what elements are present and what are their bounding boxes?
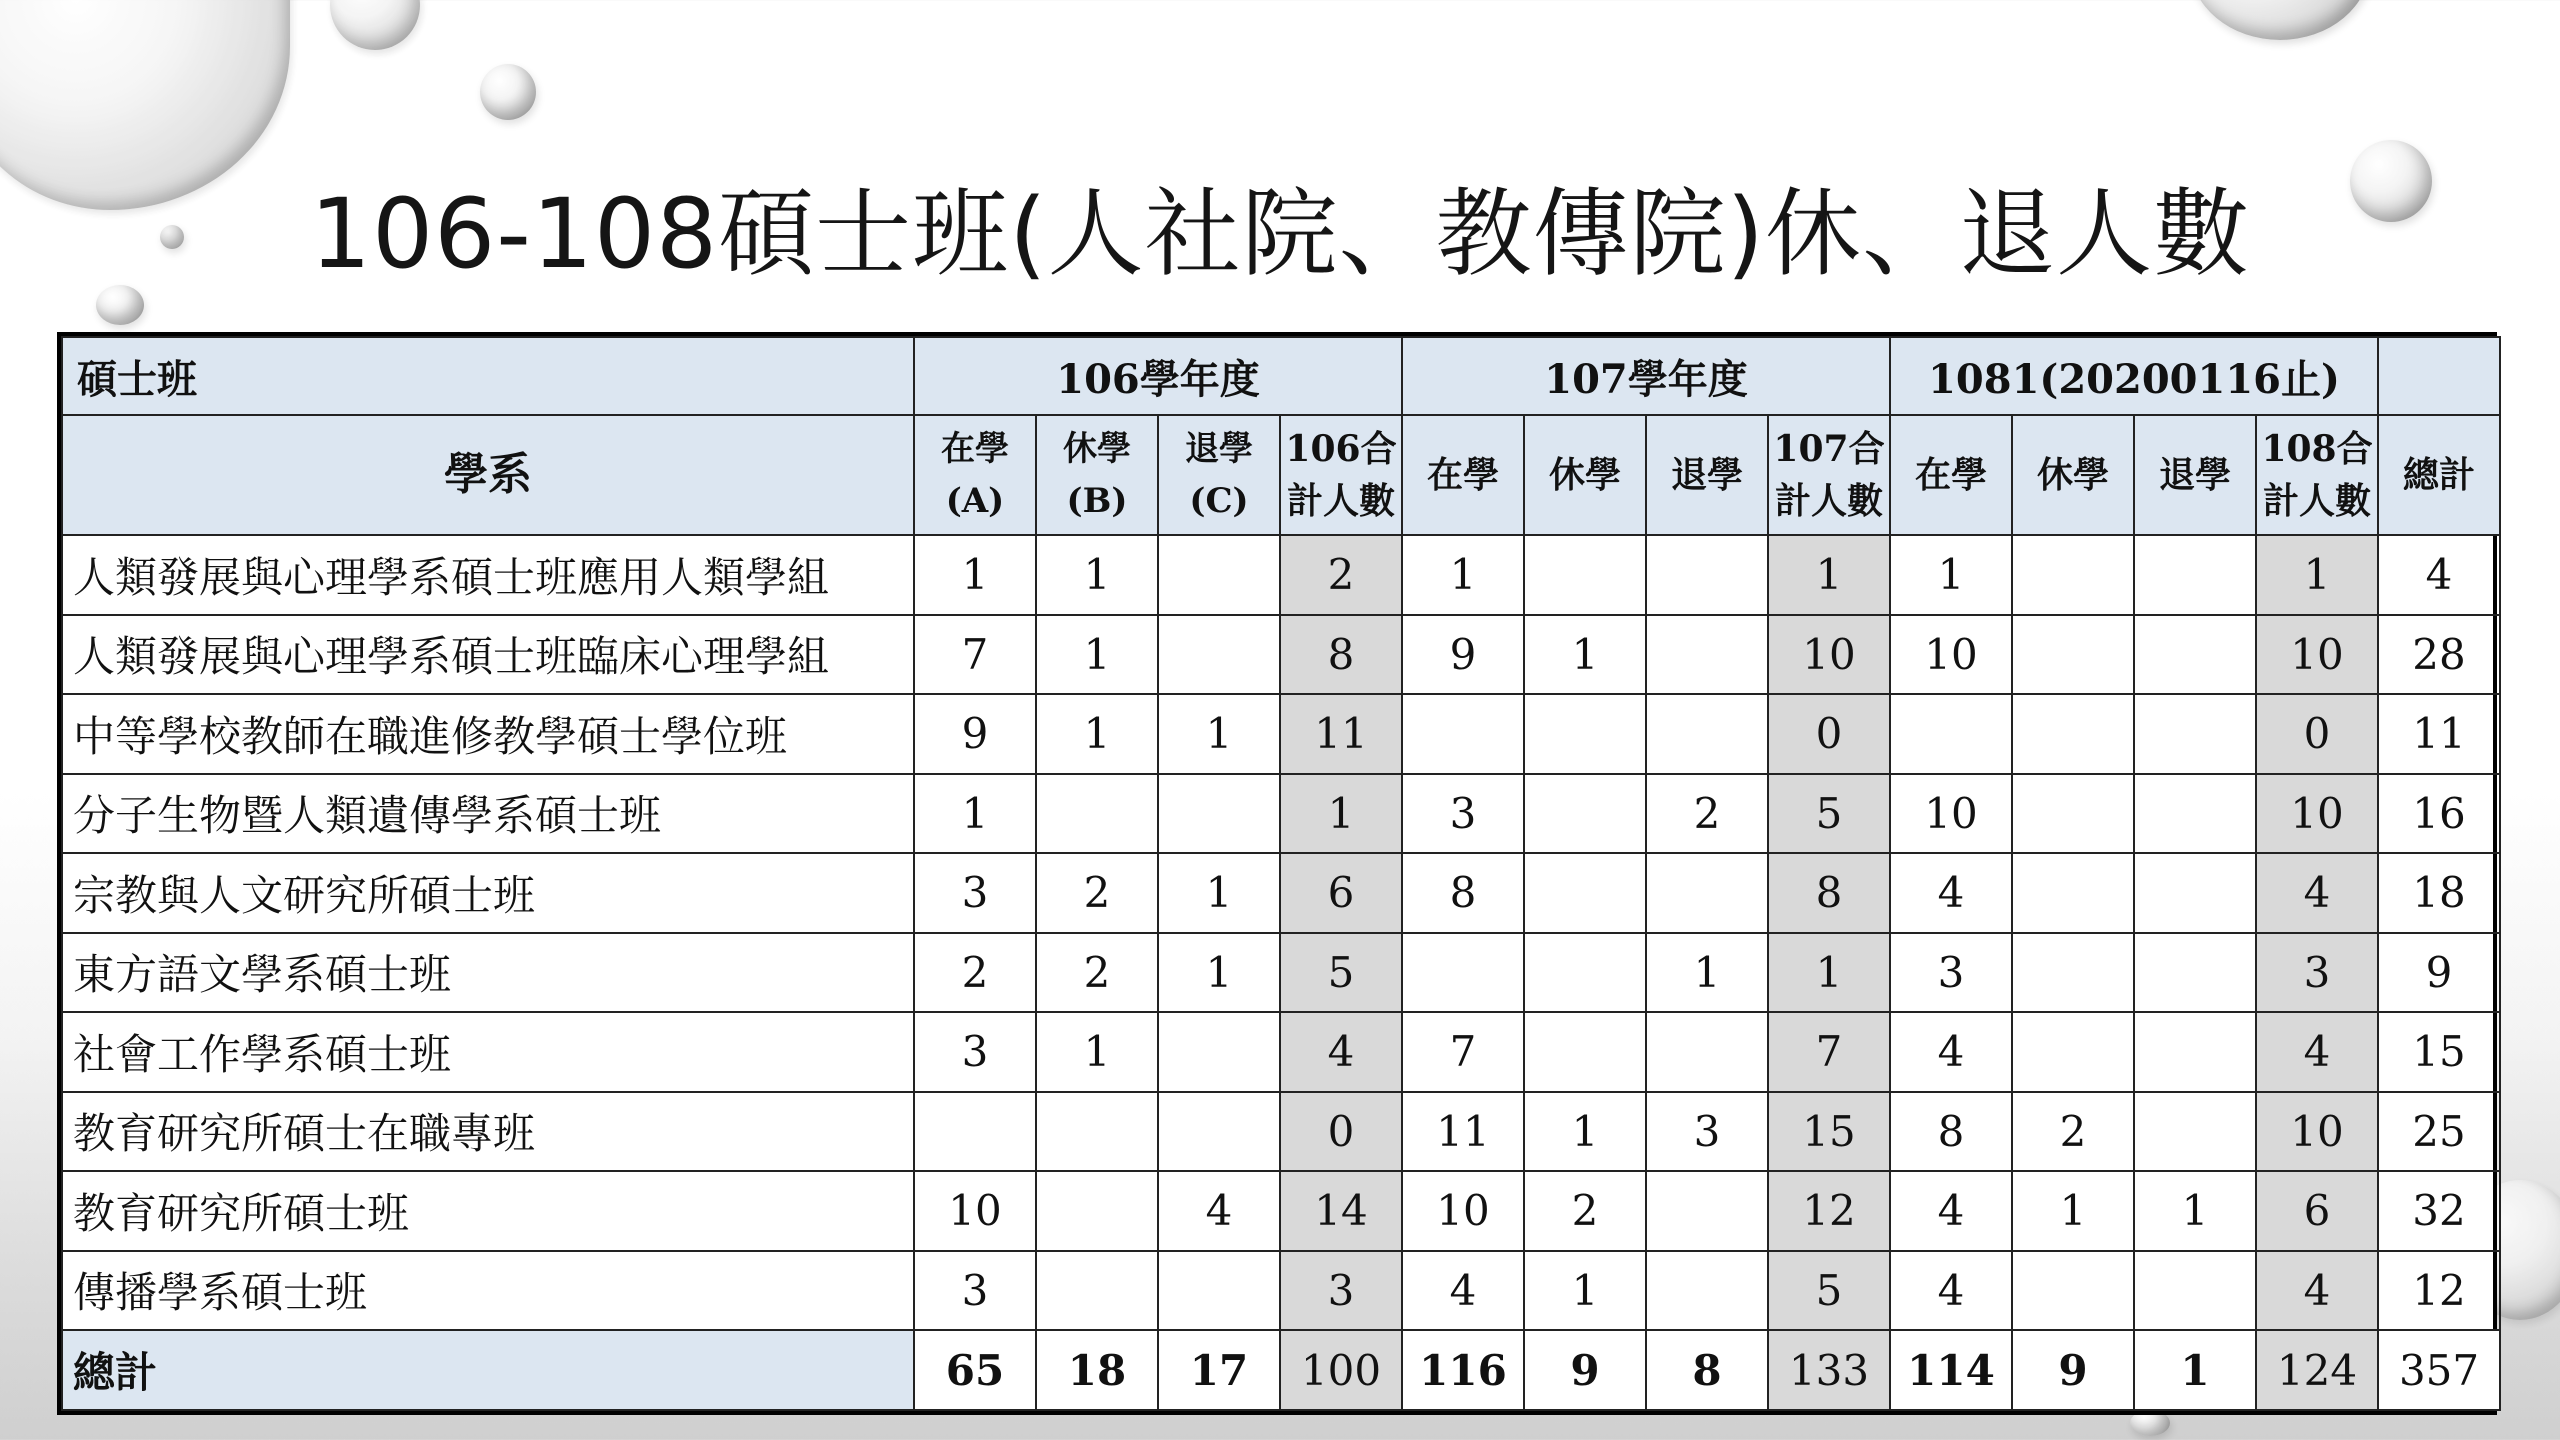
- dept-name: 人類發展與心理學系碩士班臨床心理學組: [62, 615, 914, 695]
- count-cell: 9: [914, 694, 1036, 774]
- subtotal-cell: 0: [1280, 1092, 1402, 1172]
- table-row: [62, 535, 2500, 615]
- count-cell: 1: [2134, 1171, 2256, 1251]
- count-cell: [2012, 933, 2134, 1013]
- grand-total-cell: 25: [2378, 1092, 2500, 1172]
- count-cell: 1: [1036, 694, 1158, 774]
- count-cell: [2012, 1012, 2134, 1092]
- count-cell: 3: [914, 1012, 1036, 1092]
- count-cell: [1646, 853, 1768, 933]
- count-cell: 1: [1158, 853, 1280, 933]
- count-cell: [2134, 1092, 2256, 1172]
- dept-name: 宗教與人文研究所碩士班: [62, 853, 914, 933]
- count-cell: [1402, 694, 1524, 774]
- slide-title: 106-108碩士班(人社院、教傳院)休、退人數: [309, 178, 2250, 290]
- grand-total-cell: 357: [2378, 1330, 2500, 1410]
- subtotal-cell: 1: [2256, 535, 2378, 615]
- dept-name: 社會工作學系碩士班: [62, 1012, 914, 1092]
- dept-name: 教育研究所碩士班: [62, 1171, 914, 1251]
- subtotal-cell: 4: [2256, 853, 2378, 933]
- count-cell: 4: [1890, 853, 2012, 933]
- count-cell: [1158, 1251, 1280, 1331]
- count-cell: 65: [914, 1330, 1036, 1410]
- col-header: 休學: [1524, 415, 1646, 535]
- grand-total-cell: 12: [2378, 1251, 2500, 1331]
- total-label: 總計: [62, 1330, 914, 1410]
- subtotal-cell: 4: [2256, 1012, 2378, 1092]
- grand-total-cell: 28: [2378, 615, 2500, 695]
- subtotal-cell: 12: [1768, 1171, 1890, 1251]
- count-cell: 2: [1646, 774, 1768, 854]
- count-cell: [1524, 694, 1646, 774]
- count-cell: 1: [2134, 1330, 2256, 1410]
- count-cell: [1646, 1171, 1768, 1251]
- count-cell: [1036, 774, 1158, 854]
- subtotal-cell: 8: [1768, 853, 1890, 933]
- count-cell: 3: [914, 1251, 1036, 1331]
- count-cell: 2: [1036, 933, 1158, 1013]
- count-cell: 8: [1646, 1330, 1768, 1410]
- count-cell: [2012, 615, 2134, 695]
- grand-total-cell: 4: [2378, 535, 2500, 615]
- total-row: [62, 1330, 2500, 1410]
- grand-total-cell: 9: [2378, 933, 2500, 1013]
- table-row: [62, 774, 2500, 854]
- count-cell: [1158, 615, 1280, 695]
- count-cell: [1158, 1092, 1280, 1172]
- col-header: 107合計人數: [1768, 415, 1890, 535]
- count-cell: 8: [1890, 1092, 2012, 1172]
- count-cell: 11: [1402, 1092, 1524, 1172]
- col-header: 在學: [1402, 415, 1524, 535]
- subtotal-cell: 0: [2256, 694, 2378, 774]
- count-cell: [2134, 933, 2256, 1013]
- count-cell: 9: [2012, 1330, 2134, 1410]
- dept-name: 分子生物暨人類遺傳學系碩士班: [62, 774, 914, 854]
- count-cell: [2012, 694, 2134, 774]
- count-cell: [1158, 535, 1280, 615]
- count-cell: 10: [1890, 774, 2012, 854]
- col-header: 休學: [2012, 415, 2134, 535]
- col-header: 退學(C): [1158, 415, 1280, 535]
- count-cell: [1646, 1012, 1768, 1092]
- count-cell: 1: [1402, 535, 1524, 615]
- count-cell: 18: [1036, 1330, 1158, 1410]
- count-cell: 4: [1158, 1171, 1280, 1251]
- count-cell: [1646, 615, 1768, 695]
- count-cell: 10: [1402, 1171, 1524, 1251]
- count-cell: 114: [1890, 1330, 2012, 1410]
- water-drop-decoration: [480, 64, 536, 120]
- subtotal-cell: 6: [2256, 1171, 2378, 1251]
- count-cell: 1: [1036, 535, 1158, 615]
- count-cell: [2134, 853, 2256, 933]
- count-cell: 3: [1646, 1092, 1768, 1172]
- table-row: [62, 1171, 2500, 1251]
- count-cell: 3: [1402, 774, 1524, 854]
- col-header: 108合計人數: [2256, 415, 2378, 535]
- dept-header: 學系: [62, 415, 914, 535]
- count-cell: [1036, 1092, 1158, 1172]
- count-cell: [1524, 1012, 1646, 1092]
- count-cell: 17: [1158, 1330, 1280, 1410]
- subtotal-cell: 11: [1280, 694, 1402, 774]
- subtotal-cell: 5: [1768, 1251, 1890, 1331]
- count-cell: [2134, 1251, 2256, 1331]
- col-header: 在學(A): [914, 415, 1036, 535]
- subtotal-cell: 1: [1768, 535, 1890, 615]
- count-cell: [914, 1092, 1036, 1172]
- corner-header: 碩士班: [62, 337, 914, 415]
- count-cell: 1: [1524, 615, 1646, 695]
- grand-total-cell: 32: [2378, 1171, 2500, 1251]
- subtotal-cell: 10: [1768, 615, 1890, 695]
- table-row: [62, 615, 2500, 695]
- subtotal-cell: 2: [1280, 535, 1402, 615]
- table-body: [62, 535, 2500, 1410]
- col-header: 106合計人數: [1280, 415, 1402, 535]
- count-cell: 8: [1402, 853, 1524, 933]
- subtotal-cell: 10: [2256, 774, 2378, 854]
- count-cell: 1: [914, 774, 1036, 854]
- subtotal-cell: 15: [1768, 1092, 1890, 1172]
- count-cell: 1: [1890, 535, 2012, 615]
- count-cell: [1036, 1171, 1158, 1251]
- year-header-106: 106學年度: [914, 337, 1402, 415]
- subtotal-cell: 3: [1280, 1251, 1402, 1331]
- subtotal-cell: 10: [2256, 615, 2378, 695]
- count-cell: [1890, 694, 2012, 774]
- subtotal-cell: 8: [1280, 615, 1402, 695]
- water-drop-decoration: [330, 0, 420, 50]
- count-cell: [2134, 535, 2256, 615]
- table-row: [62, 933, 2500, 1013]
- grand-total-cell: 11: [2378, 694, 2500, 774]
- subtotal-cell: 4: [1280, 1012, 1402, 1092]
- count-cell: [2134, 1012, 2256, 1092]
- dept-name: 教育研究所碩士在職專班: [62, 1092, 914, 1172]
- blank-header: [2378, 337, 2500, 415]
- count-cell: [2134, 615, 2256, 695]
- year-header-107: 107學年度: [1402, 337, 1890, 415]
- subtotal-cell: 5: [1768, 774, 1890, 854]
- count-cell: 1: [1158, 933, 1280, 1013]
- table-row: [62, 1251, 2500, 1331]
- count-cell: [1646, 535, 1768, 615]
- col-header: 總計: [2378, 415, 2500, 535]
- subtotal-cell: 10: [2256, 1092, 2378, 1172]
- count-cell: [2012, 1251, 2134, 1331]
- count-cell: [1158, 774, 1280, 854]
- count-cell: 2: [2012, 1092, 2134, 1172]
- table-row: [62, 853, 2500, 933]
- count-cell: [1524, 774, 1646, 854]
- count-cell: 10: [914, 1171, 1036, 1251]
- count-cell: 1: [1524, 1251, 1646, 1331]
- grand-total-cell: 18: [2378, 853, 2500, 933]
- col-header: 退學: [2134, 415, 2256, 535]
- count-cell: 1: [2012, 1171, 2134, 1251]
- count-cell: [1036, 1251, 1158, 1331]
- subtotal-cell: 14: [1280, 1171, 1402, 1251]
- subtotal-cell: 1: [1280, 774, 1402, 854]
- count-cell: 4: [1402, 1251, 1524, 1331]
- col-header: 退學: [1646, 415, 1768, 535]
- dept-name: 人類發展與心理學系碩士班應用人類學組: [62, 535, 914, 615]
- subtotal-cell: 4: [2256, 1251, 2378, 1331]
- count-cell: 3: [914, 853, 1036, 933]
- col-header: 在學: [1890, 415, 2012, 535]
- count-cell: 4: [1890, 1012, 2012, 1092]
- count-cell: 2: [1524, 1171, 1646, 1251]
- table-row: [62, 1012, 2500, 1092]
- count-cell: 1: [1524, 1092, 1646, 1172]
- count-cell: 4: [1890, 1251, 2012, 1331]
- enrollment-table-container: [57, 332, 2497, 1415]
- count-cell: 116: [1402, 1330, 1524, 1410]
- subtotal-cell: 3: [2256, 933, 2378, 1013]
- enrollment-table: [61, 336, 2501, 1411]
- count-cell: 2: [914, 933, 1036, 1013]
- count-cell: 3: [1890, 933, 2012, 1013]
- count-cell: [2012, 774, 2134, 854]
- count-cell: [2012, 535, 2134, 615]
- count-cell: 1: [1158, 694, 1280, 774]
- count-cell: 10: [1890, 615, 2012, 695]
- count-cell: 1: [1646, 933, 1768, 1013]
- dept-name: 中等學校教師在職進修教學碩士學位班: [62, 694, 914, 774]
- count-cell: [1524, 933, 1646, 1013]
- dept-name: 東方語文學系碩士班: [62, 933, 914, 1013]
- subtotal-cell: 7: [1768, 1012, 1890, 1092]
- count-cell: 1: [914, 535, 1036, 615]
- count-cell: 4: [1890, 1171, 2012, 1251]
- count-cell: 7: [914, 615, 1036, 695]
- subtotal-cell: 1: [1768, 933, 1890, 1013]
- grand-total-cell: 15: [2378, 1012, 2500, 1092]
- count-cell: [1646, 694, 1768, 774]
- count-cell: 1: [1036, 1012, 1158, 1092]
- count-cell: 9: [1524, 1330, 1646, 1410]
- count-cell: [1402, 933, 1524, 1013]
- table-row: [62, 694, 2500, 774]
- count-cell: [1158, 1012, 1280, 1092]
- count-cell: [2012, 853, 2134, 933]
- count-cell: 1: [1036, 615, 1158, 695]
- dept-name: 傳播學系碩士班: [62, 1251, 914, 1331]
- subtotal-cell: 6: [1280, 853, 1402, 933]
- grand-total-cell: 16: [2378, 774, 2500, 854]
- count-cell: [2134, 694, 2256, 774]
- count-cell: 9: [1402, 615, 1524, 695]
- count-cell: 7: [1402, 1012, 1524, 1092]
- subtotal-cell: 0: [1768, 694, 1890, 774]
- subtotal-cell: 100: [1280, 1330, 1402, 1410]
- subtotal-cell: 133: [1768, 1330, 1890, 1410]
- subtotal-cell: 5: [1280, 933, 1402, 1013]
- count-cell: [1646, 1251, 1768, 1331]
- water-drop-decoration: [2190, 0, 2370, 40]
- count-cell: [1524, 853, 1646, 933]
- col-header: 休學(B): [1036, 415, 1158, 535]
- count-cell: 2: [1036, 853, 1158, 933]
- count-cell: [1524, 535, 1646, 615]
- count-cell: [2134, 774, 2256, 854]
- year-header-108: 1081(20200116止): [1890, 337, 2378, 415]
- table-row: [62, 1092, 2500, 1172]
- subtotal-cell: 124: [2256, 1330, 2378, 1410]
